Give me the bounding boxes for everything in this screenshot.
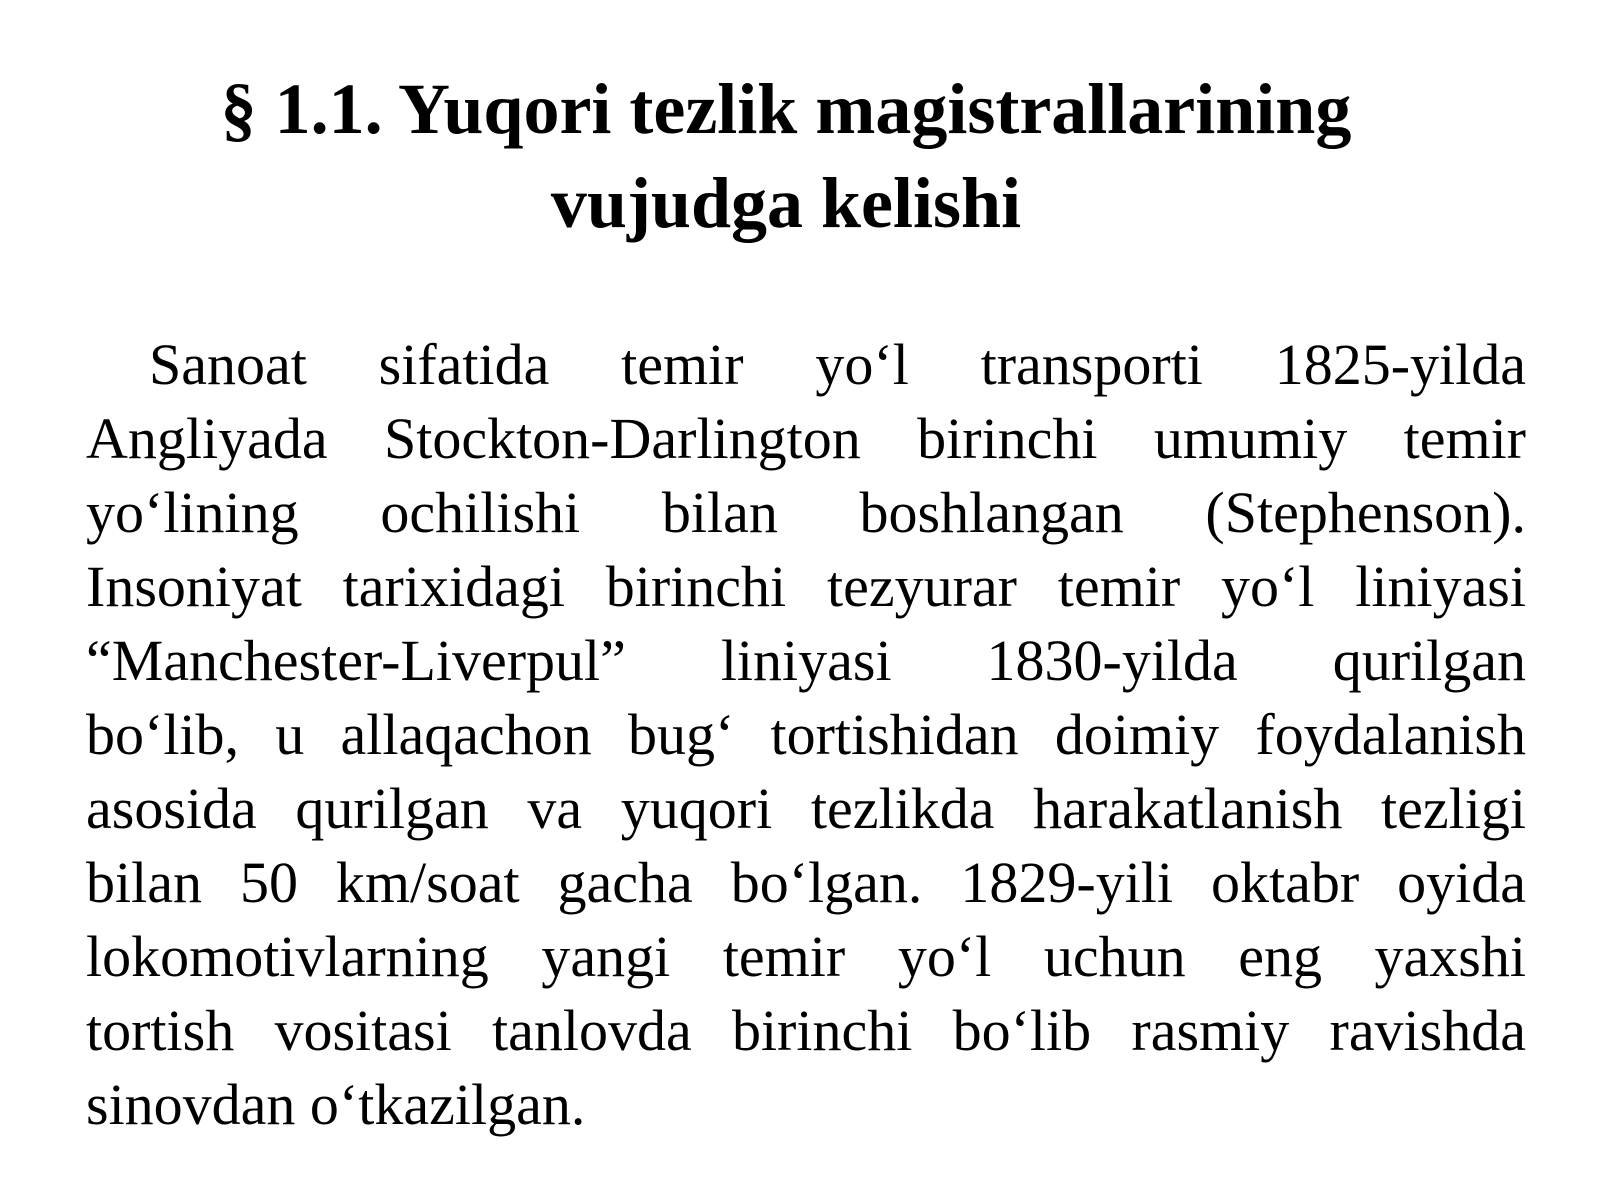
section-title-line-1: § 1.1. Yuqori tezlik magistrallarining <box>220 69 1352 149</box>
body-paragraph <box>86 328 1526 1142</box>
section-title-line-2: vujudga kelishi <box>550 163 1022 243</box>
paragraph-line: lokomotivlarning yangi temir yo‘l uchun eng yaxshi <box>86 924 1526 989</box>
paragraph-line: bilan 50 km/soat gacha bo‘lgan. 1829-yili oktabr oyida <box>86 850 1526 915</box>
paragraph-line: bo‘lib, u allaqachon bug‘ tortishidan doimiy foydalanish <box>86 702 1526 767</box>
paragraph-line: Insoniyat tarixidagi birinchi tezyurar temir yo‘l liniyasi <box>86 554 1526 619</box>
paragraph-line: yo‘lining ochilishi bilan boshlangan (Stephenson). <box>86 480 1526 545</box>
paragraph-line: “Manchester-Liverpul” liniyasi 1830-yilda qurilgan <box>86 628 1526 693</box>
paragraph-line: sinovdan o‘tkazilgan. <box>86 1072 586 1137</box>
paragraph-line: asosida qurilgan va yuqori tezlikda harakatlanish tezligi <box>86 776 1526 841</box>
section-title <box>86 62 1486 250</box>
paragraph-line: Sanoat sifatida temir yo‘l transporti 1825-yilda <box>149 332 1526 397</box>
paragraph-line: tortish vositasi tanlovda birinchi bo‘lib rasmiy ravishda <box>86 998 1526 1063</box>
paragraph-line: Angliyada Stockton-Darlington birinchi umumiy temir <box>86 406 1526 471</box>
